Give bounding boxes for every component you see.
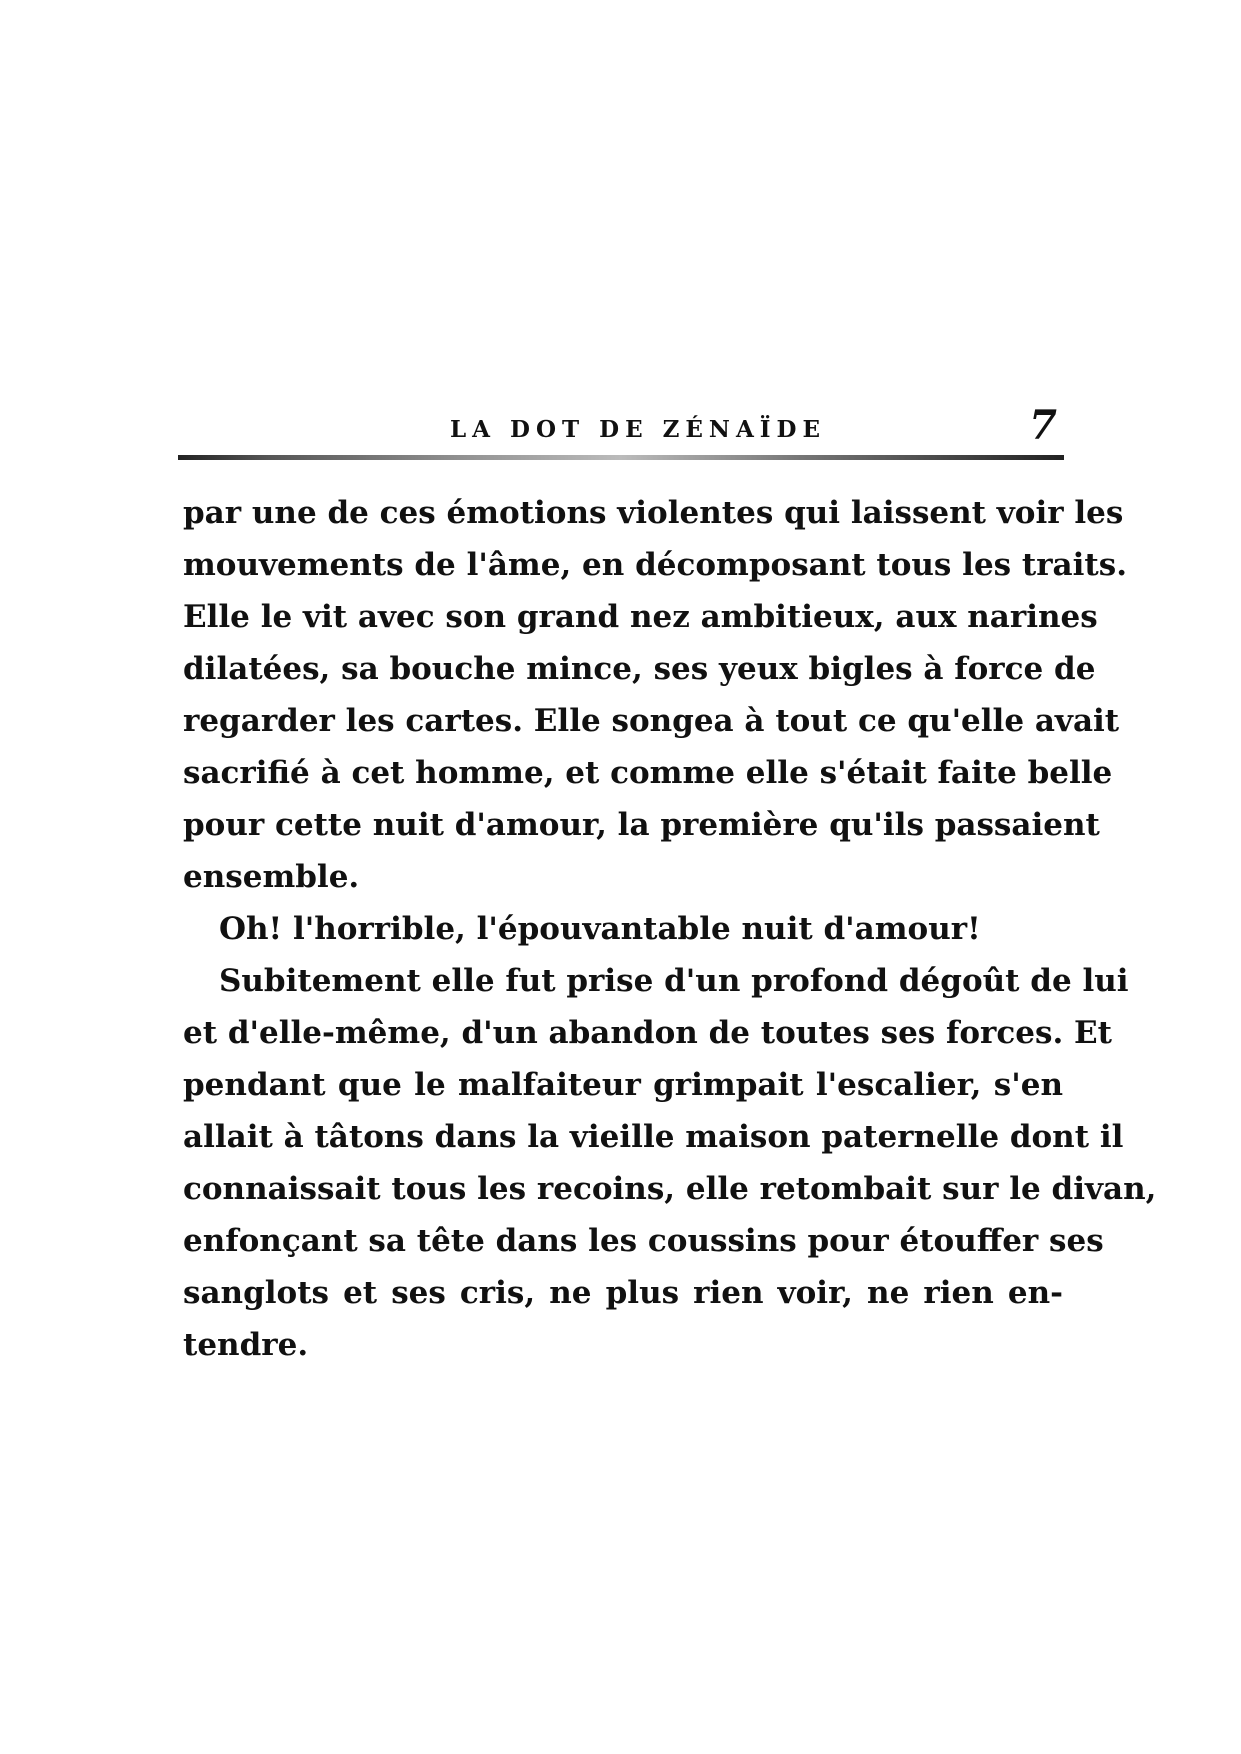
text-line: Subitement elle fut prise d'un profond dégoût de lui <box>219 963 1129 999</box>
text-line: enfonçant sa tête dans les coussins pour étouffer ses <box>183 1223 1104 1259</box>
running-head <box>183 402 1063 452</box>
text-line: allait à tâtons dans la vieille maison paternelle dont il <box>183 1119 1124 1155</box>
text-line: mouvements de l'âme, en décomposant tous les traits. <box>183 547 1127 583</box>
running-title: LA DOT DE ZÉNAÏDE <box>450 416 827 443</box>
text-line: ensemble. <box>183 859 360 895</box>
text-line: dilatées, sa bouche mince, ses yeux bigles à force de <box>183 651 1096 687</box>
text-line: sanglots et ses cris, ne plus rien voir, ne rien en- <box>183 1275 1063 1311</box>
text-line: regarder les cartes. Elle songea à tout ce qu'elle avait <box>183 703 1120 739</box>
text-line: par une de ces émotions violentes qui laissent voir les <box>183 495 1124 531</box>
text-line: Elle le vit avec son grand nez ambitieux, aux narines <box>183 599 1098 635</box>
header-rule <box>178 455 1064 460</box>
text-line: pour cette nuit d'amour, la première qu'ils passaient <box>183 807 1100 843</box>
text-line: tendre. <box>183 1327 309 1363</box>
body-text <box>183 487 1157 1371</box>
text-line: pendant que le malfaiteur grimpait l'escalier, s'en <box>183 1067 1063 1103</box>
page-number: 7 <box>1029 402 1057 449</box>
text-line: Oh! l'horrible, l'épouvantable nuit d'amour! <box>219 911 981 947</box>
text-line: connaissait tous les recoins, elle retombait sur le divan, <box>183 1171 1157 1207</box>
text-line: sacrifié à cet homme, et comme elle s'était faite belle <box>183 755 1113 791</box>
text-line: et d'elle-même, d'un abandon de toutes ses forces. Et <box>183 1015 1112 1051</box>
